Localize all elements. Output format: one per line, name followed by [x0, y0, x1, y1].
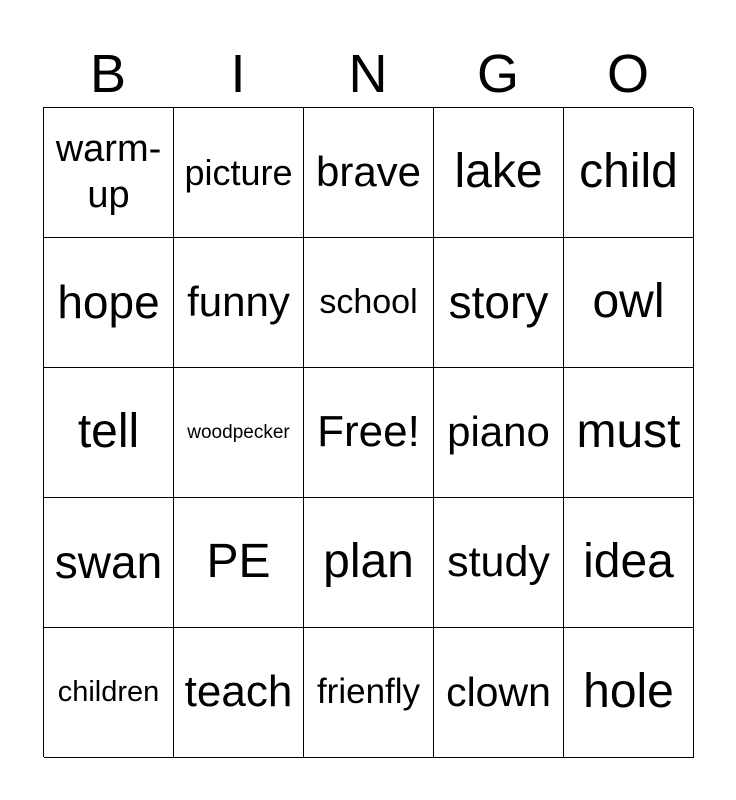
- header-letter-b: B: [89, 44, 127, 104]
- bingo-cell: teach: [174, 628, 304, 758]
- bingo-cell: frienfly: [304, 628, 434, 758]
- bingo-cell: owl: [564, 238, 694, 368]
- header-letter-g: G: [476, 44, 519, 104]
- bingo-cell: story: [434, 238, 564, 368]
- bingo-cell: brave: [304, 108, 434, 238]
- header-letter-n: N: [348, 44, 388, 104]
- bingo-cell: funny: [174, 238, 304, 368]
- bingo-cell: must: [564, 368, 694, 498]
- bingo-cell: school: [304, 238, 434, 368]
- bingo-cell: warm-up: [44, 108, 174, 238]
- bingo-cell: tell: [44, 368, 174, 498]
- bingo-cell: PE: [174, 498, 304, 628]
- bingo-header: [43, 40, 693, 108]
- bingo-cell: swan: [44, 498, 174, 628]
- bingo-cell: children: [44, 628, 174, 758]
- bingo-cell: study: [434, 498, 564, 628]
- bingo-cell: idea: [564, 498, 694, 628]
- header-letter-o: O: [606, 44, 649, 104]
- bingo-grid: [43, 107, 693, 757]
- bingo-cell: hope: [44, 238, 174, 368]
- bingo-cell: piano: [434, 368, 564, 498]
- header-letter-i: I: [230, 44, 246, 104]
- bingo-cell: woodpecker: [174, 368, 304, 498]
- bingo-free-cell: Free!: [304, 368, 434, 498]
- bingo-cell: lake: [434, 108, 564, 238]
- bingo-cell: child: [564, 108, 694, 238]
- bingo-cell: clown: [434, 628, 564, 758]
- bingo-cell: picture: [174, 108, 304, 238]
- bingo-cell: hole: [564, 628, 694, 758]
- bingo-cell: plan: [304, 498, 434, 628]
